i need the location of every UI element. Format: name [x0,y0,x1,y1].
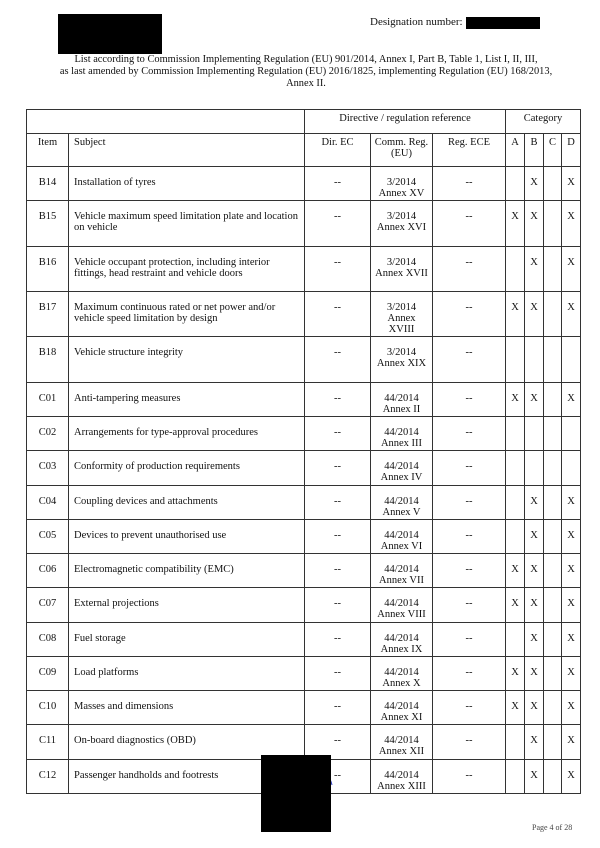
row-cat-d: X [562,519,581,553]
row-cat-d: X [562,691,581,725]
row-cat-c [544,622,562,656]
row-cat-b: X [525,554,544,588]
row-dir-ec: -- [305,451,371,485]
row-item: C01 [27,382,69,416]
row-cat-d: X [562,588,581,622]
row-cat-a: X [506,201,525,246]
row-cat-c [544,519,562,553]
table-row [27,691,581,725]
row-cat-d: X [562,554,581,588]
row-cat-b [525,337,544,382]
row-comm-reg: 44/2014 Annex IX [371,622,433,656]
row-cat-b: X [525,382,544,416]
row-cat-c [544,246,562,291]
table-row [27,337,581,382]
row-subject: Fuel storage [69,622,305,656]
table-row [27,201,581,246]
row-comm-reg: 44/2014 Annex VII [371,554,433,588]
row-cat-a [506,337,525,382]
redaction-box [58,14,162,54]
table-body [27,167,581,794]
row-item: C12 [27,759,69,793]
header-reg-ece: Reg. ECE [433,134,506,167]
row-cat-c [544,337,562,382]
row-cat-d: X [562,167,581,201]
row-reg-ece: -- [433,337,506,382]
row-subject: Maximum continuous rated or net power and/or vehicle speed limitation by design [69,291,305,336]
row-cat-d: X [562,725,581,759]
table-row [27,167,581,201]
header-blank [27,110,305,134]
row-item: C06 [27,554,69,588]
row-reg-ece: -- [433,588,506,622]
row-cat-a [506,759,525,793]
row-cat-a: X [506,554,525,588]
row-cat-d [562,416,581,450]
row-dir-ec: -- [305,246,371,291]
row-cat-a [506,725,525,759]
row-cat-c [544,691,562,725]
row-cat-c [544,451,562,485]
row-subject: Load platforms [69,656,305,690]
row-subject: External projections [69,588,305,622]
row-comm-reg: 44/2014 Annex V [371,485,433,519]
row-dir-ec: -- [305,337,371,382]
row-item: B14 [27,167,69,201]
row-comm-reg: 44/2014 Annex VIII [371,588,433,622]
row-cat-a [506,519,525,553]
table-row [27,588,581,622]
row-reg-ece: -- [433,382,506,416]
row-subject: Passenger handholds and footrests [69,759,305,793]
row-cat-b: X [525,246,544,291]
row-comm-reg: 44/2014 Annex XIII [371,759,433,793]
row-reg-ece: -- [433,554,506,588]
row-cat-a [506,416,525,450]
row-dir-ec: -- [305,519,371,553]
row-comm-reg: 44/2014 Annex XII [371,725,433,759]
row-dir-ec: -- [305,167,371,201]
table-row [27,554,581,588]
row-cat-a [506,485,525,519]
table-row [27,485,581,519]
row-subject: Conformity of production requirements [69,451,305,485]
row-cat-c [544,656,562,690]
row-cat-a: X [506,291,525,336]
row-item: C08 [27,622,69,656]
row-subject: Devices to prevent unauthorised use [69,519,305,553]
table-row [27,519,581,553]
row-subject: Vehicle maximum speed limitation plate and location on vehicle [69,201,305,246]
row-subject: Masses and dimensions [69,691,305,725]
row-cat-a [506,451,525,485]
row-cat-b: X [525,485,544,519]
row-subject: Installation of tyres [69,167,305,201]
row-dir-ec: -- [305,416,371,450]
row-cat-b: X [525,291,544,336]
row-cat-c [544,416,562,450]
row-cat-d: X [562,246,581,291]
row-dir-ec: -- [305,382,371,416]
row-cat-d: X [562,759,581,793]
row-comm-reg: 44/2014 Annex VI [371,519,433,553]
header-comm-reg: Comm. Reg. (EU) [371,134,433,167]
intro-line: List according to Commission Implementing Regulation (EU) 901/2014, Annex I, Part B, Table 1, List I, II, III, [74,54,538,65]
row-cat-c [544,382,562,416]
row-cat-a: X [506,691,525,725]
row-reg-ece: -- [433,622,506,656]
table-row [27,451,581,485]
table-row [27,656,581,690]
row-comm-reg: 3/2014 Annex XVIII [371,291,433,336]
row-cat-b [525,451,544,485]
row-cat-b [525,416,544,450]
designation-label: Designation number: [370,16,463,28]
row-dir-ec: -- [305,291,371,336]
header-cat-c: C [544,134,562,167]
row-reg-ece: -- [433,656,506,690]
header-reference-group: Directive / regulation reference [305,110,506,134]
row-dir-ec: -- [305,725,371,759]
row-cat-c [544,554,562,588]
row-dir-ec: -- [305,554,371,588]
row-item: C03 [27,451,69,485]
row-cat-b: X [525,201,544,246]
table-row [27,246,581,291]
row-cat-a: X [506,382,525,416]
row-cat-b: X [525,691,544,725]
row-cat-b: X [525,519,544,553]
row-cat-c [544,291,562,336]
row-dir-ec: -- [305,485,371,519]
row-reg-ece: -- [433,519,506,553]
row-reg-ece: -- [433,201,506,246]
row-cat-c [544,485,562,519]
row-cat-a [506,246,525,291]
row-cat-a [506,622,525,656]
row-item: C07 [27,588,69,622]
row-item: C05 [27,519,69,553]
row-comm-reg: 44/2014 Annex II [371,382,433,416]
row-dir-ec: -- [305,622,371,656]
row-item: C11 [27,725,69,759]
row-cat-b: X [525,725,544,759]
row-comm-reg: 44/2014 Annex XI [371,691,433,725]
row-cat-d: X [562,382,581,416]
row-cat-a: X [506,656,525,690]
row-reg-ece: -- [433,451,506,485]
row-dir-ec: -- [305,201,371,246]
header-cat-a: A [506,134,525,167]
row-subject: Anti-tampering measures [69,382,305,416]
row-cat-c [544,759,562,793]
header-cat-d: D [562,134,581,167]
header-subject: Subject [69,134,305,167]
table-row [27,291,581,336]
row-cat-a [506,167,525,201]
table-row [27,416,581,450]
intro-text [28,54,584,90]
row-cat-c [544,201,562,246]
row-item: C04 [27,485,69,519]
row-comm-reg: 3/2014 Annex XVI [371,201,433,246]
row-comm-reg: 3/2014 Annex XV [371,167,433,201]
row-comm-reg: 44/2014 Annex X [371,656,433,690]
row-reg-ece: -- [433,416,506,450]
row-dir-ec: -- [305,656,371,690]
row-cat-b: X [525,588,544,622]
row-reg-ece: -- [433,167,506,201]
row-reg-ece: -- [433,485,506,519]
header-dir-ec: Dir. EC [305,134,371,167]
row-subject: Arrangements for type-approval procedures [69,416,305,450]
row-item: B18 [27,337,69,382]
row-subject: On-board diagnostics (OBD) [69,725,305,759]
row-item: B15 [27,201,69,246]
row-item: B17 [27,291,69,336]
row-cat-d: X [562,201,581,246]
regulation-table [26,109,580,794]
row-cat-c [544,725,562,759]
row-reg-ece: -- [433,725,506,759]
row-cat-b: X [525,167,544,201]
page-number: Page 4 of 28 [532,823,573,832]
table-row [27,382,581,416]
row-reg-ece: -- [433,246,506,291]
row-comm-reg: 44/2014 Annex IV [371,451,433,485]
intro-line: as last amended by Commission Implementing Regulation (EU) 2016/1825, implementing Regulation (EU) 168/2013, [59,66,553,77]
row-cat-a: X [506,588,525,622]
row-reg-ece: -- [433,691,506,725]
row-reg-ece: -- [433,759,506,793]
row-subject: Coupling devices and attachments [69,485,305,519]
row-subject: Vehicle occupant protection, including interior fittings, head restraint and vehicle doors [69,246,305,291]
row-cat-d: X [562,485,581,519]
row-cat-d: X [562,656,581,690]
header-cat-b: B [525,134,544,167]
row-cat-d: X [562,291,581,336]
table-row [27,725,581,759]
row-dir-ec: -- [305,691,371,725]
row-cat-b: X [525,656,544,690]
row-dir-ec: -- [305,588,371,622]
row-cat-c [544,167,562,201]
row-subject: Electromagnetic compatibility (EMC) [69,554,305,588]
row-comm-reg: 3/2014 Annex XIX [371,337,433,382]
row-item: C02 [27,416,69,450]
row-cat-d: X [562,622,581,656]
row-comm-reg: 44/2014 Annex III [371,416,433,450]
row-comm-reg: 3/2014 Annex XVII [371,246,433,291]
row-item: C10 [27,691,69,725]
row-cat-b: X [525,759,544,793]
row-cat-b: X [525,622,544,656]
row-cat-d [562,451,581,485]
row-subject: Vehicle structure integrity [69,337,305,382]
header-item: Item [27,134,69,167]
row-item: B16 [27,246,69,291]
row-cat-d [562,337,581,382]
table-row [27,622,581,656]
row-dir-ec: -- [305,759,371,793]
designation-number-redacted [466,17,540,29]
row-reg-ece: -- [433,291,506,336]
signature-redaction [261,755,331,832]
row-cat-c [544,588,562,622]
intro-line: Annex II. [286,78,326,89]
header-category-group: Category [506,110,581,134]
row-item: C09 [27,656,69,690]
